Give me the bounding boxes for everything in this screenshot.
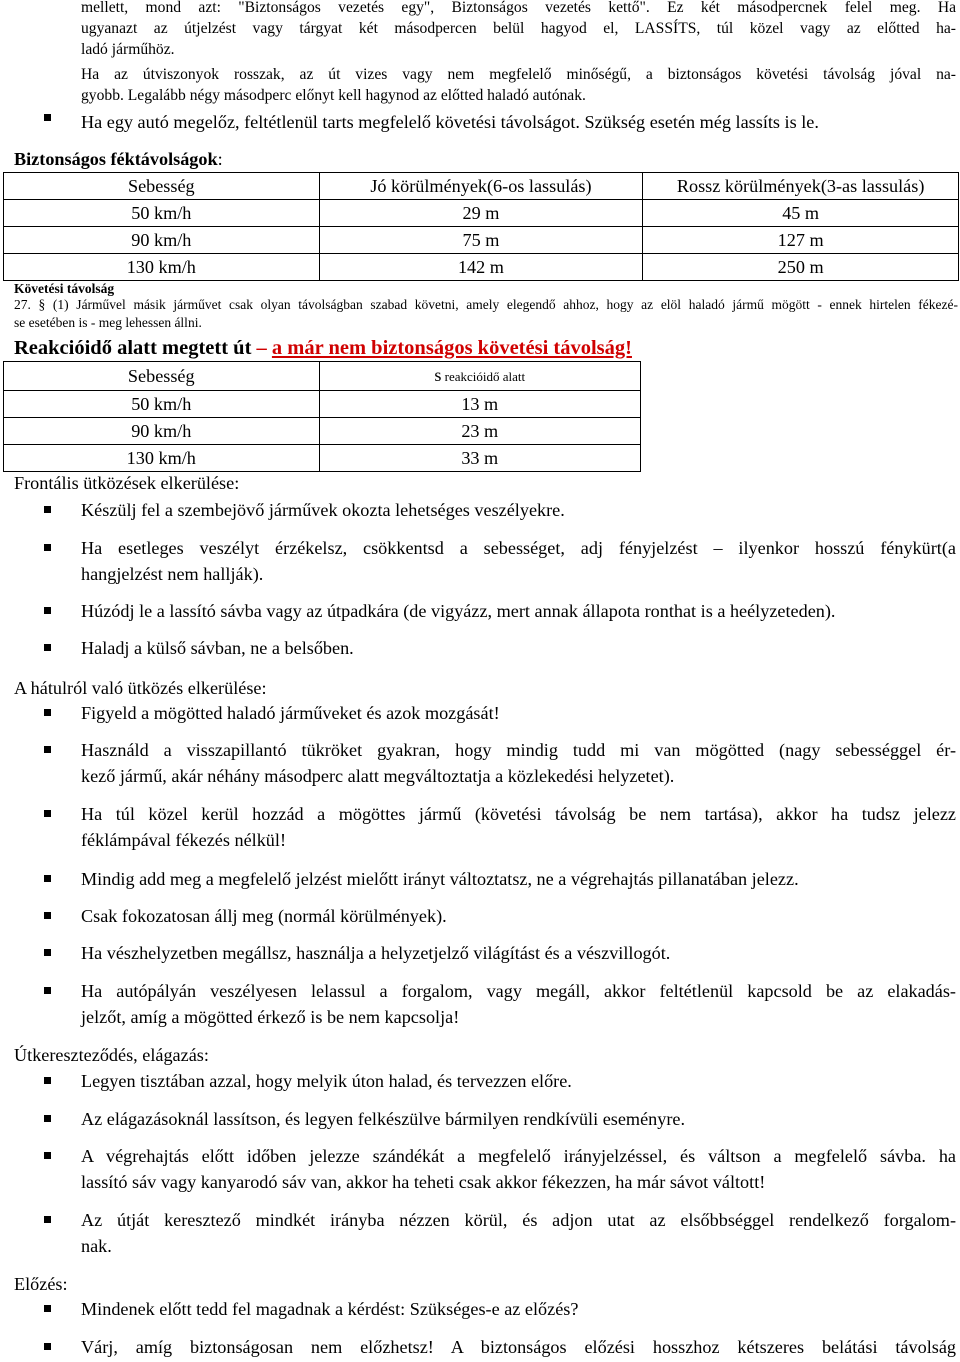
bullet-icon [42, 985, 54, 997]
braking-table [3, 172, 959, 281]
intro-line: gyobb. Legalább négy másodperc előnyt kell hagynod az előtted haladó autónak. [81, 87, 586, 104]
table-cell: 50 km/h [4, 200, 320, 227]
bullet-icon [42, 873, 54, 885]
list-item: Haladj a külső sávban, ne a belsőben. [81, 638, 354, 658]
list-item-cont: jelzőt, amíg a mögötted érkező is be nem kapcsolja! [81, 1007, 460, 1027]
bullet-icon [42, 808, 54, 820]
list-item: Várj, amíg biztonságosan nem előzhetsz! A biztonságos előzési hosszhoz kétszeres belátási távolság [81, 1337, 956, 1357]
table-header: Rossz körülmények(3-as lassulás) [643, 173, 959, 200]
intro-line: Ha az útviszonyok rosszak, az út vizes vagy nem megfelelő minőségű, a biztonságos követési távolság jóval na- [81, 66, 956, 83]
list-item: Az elágazásoknál lassítson, és legyen felkészülve bármilyen rendkívüli eseményre. [81, 1109, 686, 1129]
table-cell: 45 m [643, 200, 959, 227]
bullet-icon [42, 707, 54, 719]
table-cell: 130 km/h [4, 445, 320, 472]
list-item: Legyen tisztában azzal, hogy melyik úton halad, és tervezzen előre. [81, 1071, 572, 1091]
list-item-cont: kező jármű, akár néhány másodperc alatt megváltoztatja a közlekedési helyzetet). [81, 766, 675, 786]
table-cell: 29 m [319, 200, 643, 227]
table-row [4, 200, 959, 227]
bullet-icon [42, 112, 54, 124]
table-row [4, 254, 959, 281]
table-cell: 142 m [319, 254, 643, 281]
list-item: Ha túl közel kerül hozzád a mögöttes jármű (követési távolság be nem tartása), akkor ha tudsz jelezz [81, 804, 956, 824]
bullet-icon [42, 744, 54, 756]
intro-line: mellett, mond azt: "Biztonságos vezetés egy", Biztonságos vezetés kettő". Ez két másodpercnek felel meg. Ha [81, 0, 956, 16]
rear-heading: A hátulról való ütközés elkerülése: [14, 678, 267, 698]
following-line: 27. § (1) Járművel másik járművet csak olyan távolságban szabad követni, amely elegendő ahhoz, hogy az elöl haladó jármű mögött - ennek hirtelen fékezé- [14, 297, 958, 312]
list-item: Készülj fel a szembejövő járművek okozta lehetséges veszélyekre. [81, 500, 565, 520]
table-header: Jó körülmények(6-os lassulás) [319, 173, 643, 200]
table-row [4, 445, 641, 472]
table-cell: 130 km/h [4, 254, 320, 281]
list-item-cont: nak. [81, 1236, 112, 1256]
bullet-icon [42, 910, 54, 922]
intro-line: ladó járműhöz. [81, 41, 175, 58]
list-item-cont: hangjelzést nem hallják). [81, 564, 264, 584]
table-header: Sebesség [4, 173, 320, 200]
overtaking-heading: Előzés: [14, 1274, 68, 1294]
intro-line: ugyanazt az útjelzést vagy tárgyat két másodpercen belül hagyod el, LASSÍTS, túl közel vagy az előtted ha- [81, 20, 956, 37]
bullet-icon [42, 1214, 54, 1226]
bullet-icon [42, 1075, 54, 1087]
list-item: Használd a visszapillantó tükröket gyakran, hogy mindig tudd mi van mögötted (nagy sebességgel ér- [81, 740, 956, 760]
bullet-icon [42, 642, 54, 654]
reaction-table [3, 361, 641, 472]
list-item: Ha esetleges veszélyt érzékelsz, csökkentsd a sebességet, adj fényjelzést – ilyenkor hosszú fénykürt(a [81, 538, 956, 558]
list-item: Ha vészhelyzetben megállsz, használja a helyzetjelző világítást és a vészvillogót. [81, 943, 671, 963]
table-cell: 90 km/h [4, 418, 320, 445]
bullet-icon [42, 542, 54, 554]
list-item: Az útját keresztező mindkét irányba nézzen körül, és adjon utat az elsőbbséggel rendelkező forgalom- [81, 1210, 956, 1230]
table-header-row [4, 362, 641, 391]
bullet-icon [42, 1341, 54, 1353]
list-item: Mindenek előtt tedd fel magadnak a kérdést: Szükséges-e az előzés? [81, 1299, 579, 1319]
list-item: Csak fokozatosan állj meg (normál körülmények). [81, 906, 447, 926]
table-cell: 13 m [319, 391, 640, 418]
table-cell: 33 m [319, 445, 640, 472]
braking-heading: Biztonságos féktávolságok: [14, 149, 223, 169]
table-row [4, 391, 641, 418]
bullet-icon [42, 1150, 54, 1162]
following-title: Követési távolság [14, 281, 115, 296]
bullet-icon [42, 947, 54, 959]
reaction-heading: Reakcióidő alatt megtett út – a már nem biztonságos követési távolság! [14, 337, 632, 359]
table-header: s reakcióidő alatt [319, 362, 640, 391]
table-cell: 50 km/h [4, 391, 320, 418]
list-item: Figyeld a mögötted haladó járműveket és azok mozgását! [81, 703, 500, 723]
bullet-icon [42, 1303, 54, 1315]
list-item-cont: lassító sáv vagy kanyarodó sáv van, akkor ha teheti csak akkor fékezzen, ha már sávot váltott! [81, 1172, 766, 1192]
table-cell: 90 km/h [4, 227, 320, 254]
table-row [4, 227, 959, 254]
list-item: Húzódj le a lassító sávba vagy az útpadkára (de vigyázz, mert annak állapota ronthat is a heélyzeteden). [81, 601, 836, 621]
bullet-icon [42, 1113, 54, 1125]
list-item: A végrehajtás előtt időben jelezze szándékát a megfelelő irányjelzéssel, és váltson a megfelelő sávba. ha [81, 1146, 956, 1166]
following-line: se esetében is - meg lehessen állni. [14, 315, 202, 330]
list-item-cont: féklámpával fékezés nélkül! [81, 830, 287, 850]
table-header-row [4, 173, 959, 200]
table-cell: 127 m [643, 227, 959, 254]
bullet-icon [42, 605, 54, 617]
list-item: Ha autópályán veszélyesen lelassul a forgalom, vagy megáll, akkor feltétlenül kapcsold be az elakadás- [81, 981, 956, 1001]
table-cell: 250 m [643, 254, 959, 281]
table-header: Sebesség [4, 362, 320, 391]
junction-heading: Útkereszteződés, elágazás: [14, 1045, 209, 1065]
overtake-bullet-text: Ha egy autó megelőz, feltétlenül tarts megfelelő követési távolságot. Szükség esetén még lassíts is le. [81, 112, 819, 132]
table-row [4, 418, 641, 445]
frontal-heading: Frontális ütközések elkerülése: [14, 473, 240, 493]
table-cell: 23 m [319, 418, 640, 445]
list-item: Mindig add meg a megfelelő jelzést mielőtt irányt változtatsz, ne a végrehajtás pillanatában jelezz. [81, 869, 799, 889]
table-cell: 75 m [319, 227, 643, 254]
bullet-icon [42, 504, 54, 516]
